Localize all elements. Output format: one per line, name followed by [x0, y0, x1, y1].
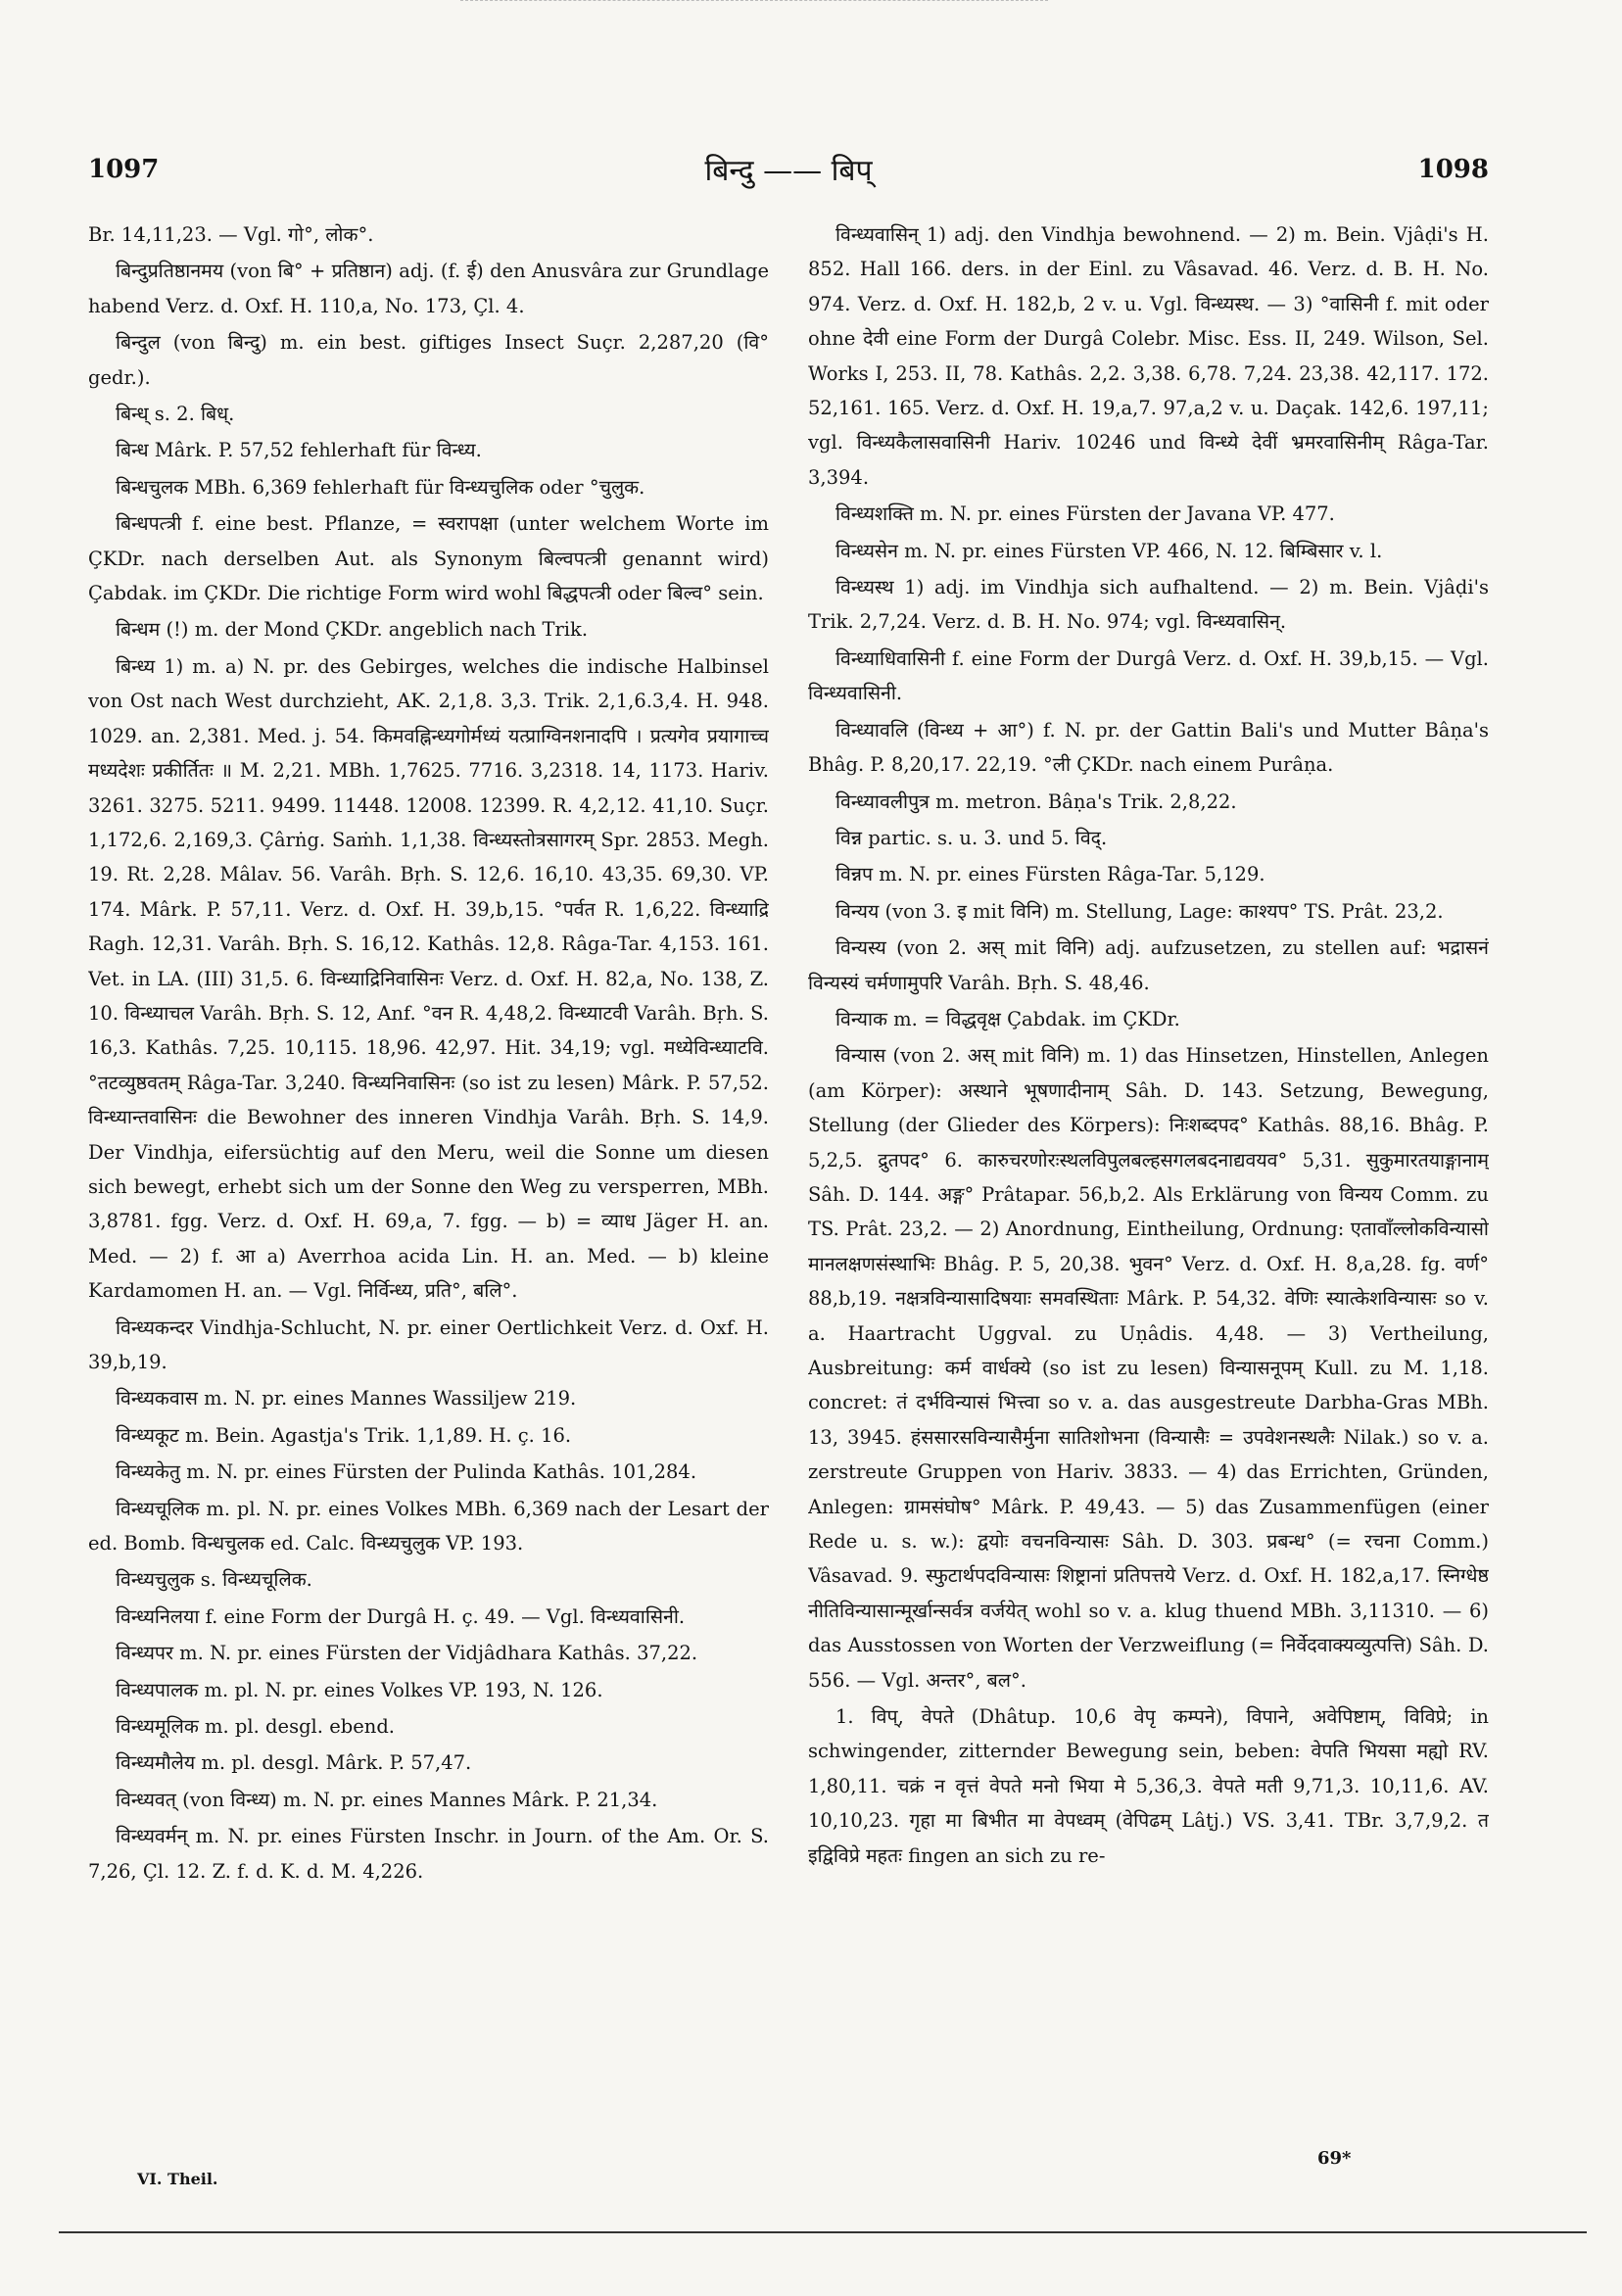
entry: विन्ध्याधिवासिनी f. eine Form der Durgâ Verz. d. Oxf. H. 39,b,15. — Vgl. विन्ध्यवासिनी.	[808, 646, 1489, 705]
entry: विन्ध्यकेतु m. N. pr. eines Fürsten der Pulinda Kathâs. 101,284.	[116, 1460, 697, 1484]
entry: विन्ध्यनिलया f. eine Form der Durgâ H. ç. 49. — Vgl. विन्ध्यवासिनी.	[116, 1604, 686, 1628]
signature-mark: 69*	[1317, 2148, 1352, 2169]
page-header	[88, 155, 1489, 194]
entry: विन्ध्यवर्मन् m. N. pr. eines Fürsten Inschr. in Journ. of the Am. Or. S. 7,26, Çl. 12. Z. f. d. K. d. M. 4,226.	[88, 1825, 769, 1883]
entry: विन्ध्यावलि (विन्ध्य + आ°) f. N. pr. der Gattin Bali's und Mutter Bâṇa's Bhâg. P. 8,20,17. 22,19. °ली ÇKDr. nach einem Purâṇa.	[808, 718, 1489, 777]
entry: बिन्धचुलक MBh. 6,369 fehlerhaft für विन्ध्यचुलिक oder °चुलुक.	[116, 475, 645, 499]
entry: विन्ध्यवत् (von विन्ध्य) m. N. pr. eines Mannes Mârk. P. 21,34.	[116, 1788, 658, 1811]
entry: विन्ध्यकन्दर Vindhja-Schlucht, N. pr. einer Oertlichkeit Verz. d. Oxf. H. 39,b,19.	[88, 1315, 769, 1373]
right-page-number: 1098	[1417, 155, 1489, 184]
entry: बिन्धम (!) m. der Mond ÇKDr. angeblich nach Trik.	[116, 618, 589, 642]
entry: विन्ध्यचुलुक s. विन्ध्यचूलिक.	[116, 1568, 312, 1592]
entry: विन्याक m. = विद्धवृक्ष Çabdak. im ÇKDr.	[835, 1007, 1180, 1030]
entry: विन्ध्यावलीपुत्र m. metron. Bâṇa's Trik. 2,8,22.	[835, 789, 1237, 813]
entry: विन्यस्य (von 2. अस् mit विनि) adj. aufzusetzen, zu stellen auf: भद्रासनं विन्यस्यं चर्मणामुपरि Varâh. Bṛh. S. 48,46.	[808, 936, 1489, 994]
entry: विन्ध्यवासिन् 1) adj. den Vindhja bewohnend. — 2) m. Bein. Vjâḍi's H. 852. Hall 166. ders. in der Einl. zu Vâsavad. 46. Verz. d. B. H. No. 974. Verz. d. Oxf. H. 182,b, 2 v. u. Vgl. विन्ध्यस्थ. — 3) °वासिनी f. mit oder ohne देवी eine Form der Durgâ Colebr. Misc. Ess. II, 249. Wilson, Sel. Works I, 253. II, 78. Kathâs. 2,2. 3,38. 6,78. 7,24. 23,38. 42,117. 172. 52,161. 165. Verz. d. Oxf. H. 19,a,7. 97,a,2 v. u. Daçak. 142,6. 197,11; vgl. विन्ध्यकैलासवासिनी Hariv. 10246 und विन्ध्ये देवीं भ्रमरवासिनीम् Râga-Tar. 3,394.	[808, 223, 1489, 489]
entry: विन्ध्यमौलेय m. pl. desgl. Mârk. P. 57,47.	[116, 1751, 472, 1775]
entry: विन्ध्यस्थ 1) adj. im Vindhja sich aufhaltend. — 2) m. Bein. Vjâḍi's Trik. 2,7,24. Verz. d. B. H. No. 974; vgl. विन्ध्यवासिन्.	[808, 576, 1489, 634]
entry: बिन्दुल (von बिन्दु) m. ein best. giftiges Insect Suçr. 2,287,20 (वि° gedr.).	[88, 331, 769, 389]
entry: विन्नप m. N. pr. eines Fürsten Râga-Tar. 5,129.	[835, 863, 1265, 886]
bottom-rule	[59, 2231, 1587, 2233]
entry: विन्ध्यचूलिक m. pl. N. pr. eines Volkes MBh. 6,369 nach der Lesart der ed. Bomb. विन्धचुलक ed. Calc. विन्ध्यचुलुक VP. 193.	[88, 1497, 769, 1555]
running-head: बिन्दु —— बिप्	[704, 154, 873, 188]
entry: बिन्ध Mârk. P. 57,52 fehlerhaft für विन्ध्य.	[116, 439, 482, 462]
entry: Br. 14,11,23. — Vgl. गो°, लोक°.	[88, 223, 374, 246]
top-rule	[460, 0, 1048, 1]
entry: विन्ध्यमूलिक m. pl. desgl. ebend.	[116, 1715, 395, 1739]
left-page-number: 1097	[88, 155, 160, 184]
entry: 1. विप्, वेपते (Dhâtup. 10,6 वेपृ कम्पने), विपाने, अवेपिष्टाम्, विविप्रे; in schwingender, zitternder Bewegung sein, beben: वेपति भियसा मह्यो RV. 1,80,11. चक्रं न वृत्तं वेपते मनो भिया मे 5,36,3. वेपते मती 9,71,3. 10,11,6. AV. 10,10,23. गृहा मा बिभीत मा वेपध्वम् (वेपिढम् Lâṭj.) VS. 3,41. TBr. 3,7,9,2. त इद्विविप्रे महतः fingen an sich zu re-	[808, 1705, 1489, 1867]
entry: विन्यास (von 2. अस् mit विनि) m. 1) das Hinsetzen, Hinstellen, Anlegen (am Körper): अस्थाने भूषणादीनाम् Sâh. D. 143. Setzung, Bewegung, Stellung (der Glieder des Körpers): निःशब्दपद° Kathâs. 88,16. Bhâg. P. 5,2,5. द्रुतपद° 6. कारुचरणोरःस्थलविपुलबल्हसगलबदनाद्यवयव° 5,31. सुकुमारतयाङ्गानाम् Sâh. D. 144. अङ्ग° Prâtapar. 56,b,2. Als Erklärung von विन्यय Comm. zu TS. Prât. 23,2. — 2) Anordnung, Eintheilung, Ordnung: एतावाँल्लोकविन्यासो मानलक्षणसंस्थाभिः Bhâg. P. 5, 20,38. भुवन° Verz. d. Oxf. H. 8,a,28. fg. वर्ण° 88,b,19. नक्षत्रविन्यासादिषयाः समवस्थिताः Mârk. P. 54,32. वेणिः स्यात्केशविन्यासः so v. a. Haartracht Uggval. zu Uṇâdis. 4,48. — 3) Vertheilung, Ausbreitung: कर्म वार्धक्ये (so ist zu lesen) विन्यासनूपम् Kull. zu M. 1,18. concret: तं दर्भविन्यासं भित्त्वा so v. a. das ausgestreute Darbha-Gras MBh. 13, 3945. हंससारसविन्यासैर्मुना सातिशोभना (विन्यासैः = उपवेशनस्थलैः Nilak.) so v. a. zerstreute Gruppen von Hariv. 3833. — 4) das Errichten, Gründen, Anlegen: ग्रामसंघोष° Mârk. P. 49,43. — 5) das Zusammenfügen (einer Rede u. s. w.): द्वयोः वचनविन्यासः Sâh. D. 303. प्रबन्ध° (= रचना Comm.) Vâsavad. 9. स्फुटार्थपदविन्यासः शिष्ट्रानां प्रतिपत्तये Verz. d. Oxf. H. 182,a,17. स्निग्धेष्ठ नीतिविन्यासान्मूर्खान्सर्वत्र वर्जयेत् wohl so v. a. klug thuend MBh. 3,11310. — 6) das Ausstossen von Worten der Verzweiflung (= निर्वेदवाक्यव्युत्पत्ति) Sâh. D. 556. — Vgl. अन्तर°, बल°.	[808, 1044, 1489, 1692]
entry: विन्न partic. s. u. 3. und 5. विद्.	[835, 826, 1108, 849]
volume-label: VI. Theil.	[137, 2170, 218, 2188]
entry: बिन्ध्य 1) m. a) N. pr. des Gebirges, welches die indische Halbinsel von Ost nach West durchzieht, AK. 2,1,8. 3,3. Trik. 2,1,6.3,4. H. 948. 1029. an. 2,381. Med. j. 54. किमवह्निन्ध्यगोर्मध्यं यत्प्राग्विनशनादपि । प्रत्यगेव प्रयागाच्च मध्यदेशः प्रकीर्तितः ॥ M. 2,21. MBh. 1,7625. 7716. 3,2318. 14, 1173. Hariv. 3261. 3275. 5211. 9499. 11448. 12008. 12399. R. 4,2,12. 41,10. Suçr. 1,172,6. 2,169,3. Çârṅg. Saṁh. 1,1,38. विन्ध्यस्तोत्रसागरम् Spr. 2853. Megh. 19. Rt. 2,28. Mâlav. 56. Varâh. Bṛh. S. 12,6. 16,10. 43,35. 69,30. VP. 174. Mârk. P. 57,11. Verz. d. Oxf. H. 39,b,15. °पर्वत R. 1,6,22. विन्ध्याद्रि Ragh. 12,31. Varâh. Bṛh. S. 16,12. Kathâs. 12,8. Râga-Tar. 4,153. 161. Vet. in LA. (III) 31,5. 6. विन्ध्याद्रिनिवासिनः Verz. d. Oxf. H. 82,a, No. 138, Z. 10. विन्ध्याचल Varâh. Bṛh. S. 12, Anf. °वन R. 4,48,2. विन्ध्याटवी Varâh. Bṛh. S. 16,3. Kathâs. 7,25. 10,115. 18,96. 42,97. Hit. 34,19; vgl. मध्येविन्ध्याटवि. °तटव्युष्ठवतम् Râga-Tar. 3,240. विन्ध्यनिवासिनः (so ist zu lesen) Mârk. P. 57,52. विन्ध्यान्तवासिनः die Bewohner des inneren Vindhja Varâh. Bṛh. S. 14,9. Der Vindhja, eifersüchtig auf den Meru, weil die Sonne um diesen sich bewegt, erhebt sich um der Sonne den Weg zu versperren, MBh. 3,8781. fgg. Verz. d. Oxf. H. 69,a, 7. fgg. — b) = व्याध Jäger H. an. Med. — 2) f. आ a) Averrhoa acida Lin. H. an. Med. — b) kleine Kardamomen H. an. — Vgl. निर्विन्ध्य, प्रति°, बलि°.	[88, 654, 769, 1303]
entry: विन्ध्यसेन m. N. pr. eines Fürsten VP. 466, N. 12. बिम्बिसार v. l.	[835, 539, 1383, 562]
entry: विन्यय (von 3. इ mit विनि) m. Stellung, Lage: काश्यप° TS. Prât. 23,2.	[835, 899, 1444, 923]
right-column	[808, 217, 1489, 2137]
entry: विन्ध्यपालक m. pl. N. pr. eines Volkes VP. 193, N. 126.	[116, 1678, 603, 1701]
entry: बिन्ध् s. 2. बिध्.	[116, 403, 235, 426]
entry: विन्ध्यकवास m. N. pr. eines Mannes Wassiljew 219.	[116, 1387, 577, 1411]
left-column	[88, 217, 769, 2157]
entry: विन्ध्यकूट m. Bein. Agastja's Trik. 1,1,89. H. ç. 16.	[116, 1423, 572, 1447]
entry: बिन्धपत्त्री f. eine best. Pflanze, = स्वरापक्षा (unter welchem Worte im ÇKDr. nach derselben Aut. als Synonym बिल्वपत्त्री genannt wird) Çabdak. im ÇKDr. Die richtige Form wird wohl बिद्धपत्त्री oder बिल्व° sein.	[88, 512, 769, 605]
entry: विन्ध्यशक्ति m. N. pr. eines Fürsten der Javana VP. 477.	[835, 502, 1335, 526]
entry: बिन्दुप्रतिष्ठानमय (von बि° + प्रतिष्ठान) adj. (f. ई) den Anusvâra zur Grundlage habend Verz. d. Oxf. H. 110,a, No. 173, Çl. 4.	[88, 260, 769, 317]
entry: विन्ध्यपर m. N. pr. eines Fürsten der Vidjâdhara Kathâs. 37,22.	[116, 1642, 698, 1665]
